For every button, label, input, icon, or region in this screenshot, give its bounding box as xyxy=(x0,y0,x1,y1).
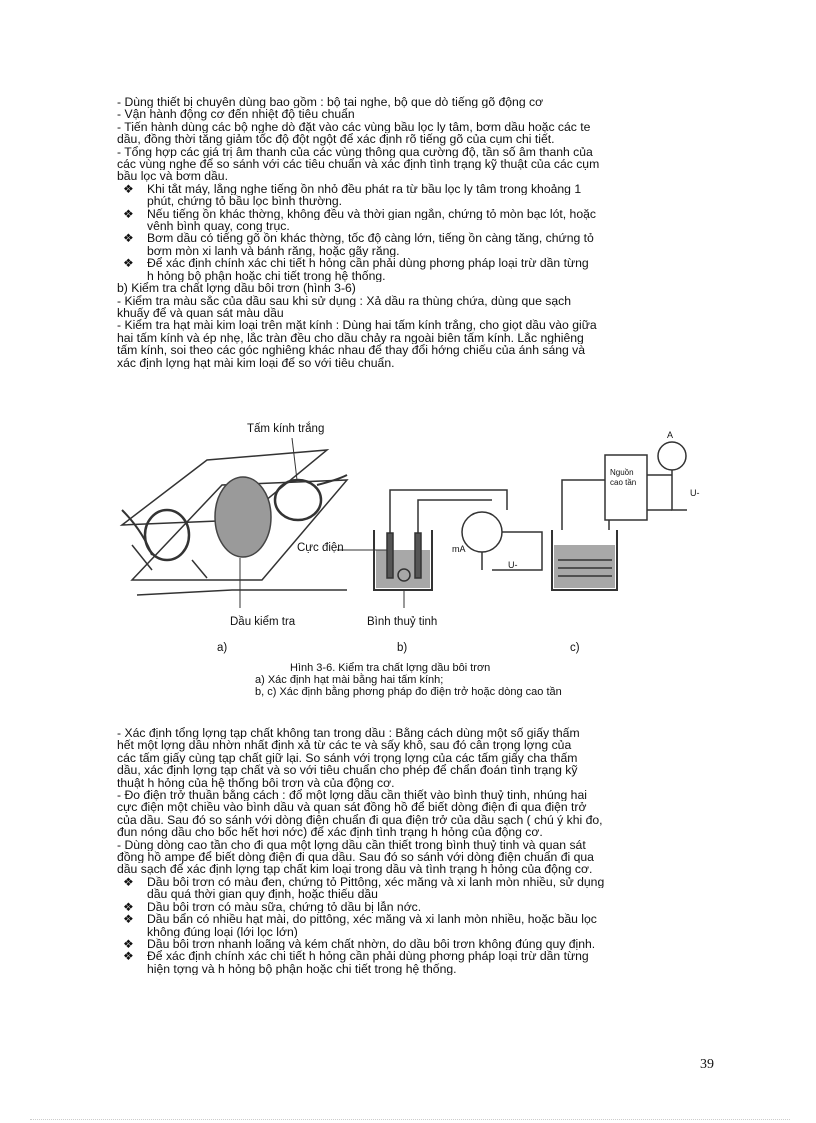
figure-caption-title: Hình 3-6. Kiểm tra chất lợng dầu bôi trơn xyxy=(290,662,491,674)
text-line: - Dùng dòng cao tần cho đi qua một lợng dầu cần thiết trong bình thuỷ tinh và quan sát xyxy=(117,838,586,852)
bullet-item xyxy=(117,913,719,938)
diamond-bullet-icon: ❖ xyxy=(123,912,134,927)
beaker-electrode-illustration xyxy=(374,490,542,590)
text-line: tấm kính, soi theo các góc nghiêng khác nhau để thay đổi hớng chiếu của ánh sáng và xyxy=(117,344,586,357)
diamond-bullet-icon: ❖ xyxy=(123,231,134,246)
bullet-line: dầu quá thời gian quy định, hoặc thiếu dầu xyxy=(147,888,378,901)
bullet-item xyxy=(117,183,719,208)
text-line: đồng hồ ampe để biết dòng điện đi qua dầu. Sau đó so sánh với dòng điện chuẩn đi qua xyxy=(117,851,594,864)
bullet-line: phút, chứng tỏ bầu lọc bình thường. xyxy=(147,195,343,208)
bullet-line: Bơm dầu có tiếng gõ ồn khác thờng, tốc độ càng lớn, tiếng ồn càng tăng, chứng tỏ xyxy=(147,232,594,245)
label-test-oil: Dầu kiểm tra xyxy=(230,616,296,628)
diamond-bullet-icon: ❖ xyxy=(123,181,134,196)
label-glass-plate: Tấm kính trắng xyxy=(247,423,325,435)
label-hf-source: Nguồn cao tần xyxy=(610,468,637,487)
diamond-bullet-icon: ❖ xyxy=(123,899,134,914)
figure-3-6 xyxy=(112,420,712,700)
text-line: - Tiến hành dùng các bộ nghe dò đặt vào các vùng bầu lọc ly tâm, bơm dầu hoặc các te xyxy=(117,120,591,134)
text-line: - Dùng thiết bị chuyên dùng bao gồm : bộ tai nghe, bộ que dò tiếng gõ động cơ xyxy=(117,96,544,109)
label-milliamp: mA xyxy=(452,544,466,554)
bullet-line: Dầu bôi trơn có màu sữa, chứng tỏ dầu bị lẫn nớc. xyxy=(147,900,422,914)
bullet-item xyxy=(117,257,719,282)
text-line: thuật h hỏng của hệ thống bôi trơn và của động cơ. xyxy=(117,776,395,790)
bullet-item xyxy=(117,901,719,913)
leader-line-glass xyxy=(292,438,297,480)
label-glass-jar: Bình thuỷ tinh xyxy=(367,616,438,628)
bullet-line: Khi tắt máy, lắng nghe tiếng ồn nhỏ đều phát ra từ bầu lọc ly tâm trong khoảng 1 xyxy=(147,182,582,196)
bullet-item xyxy=(117,938,719,950)
subfigure-b-label: b) xyxy=(397,642,408,654)
bottom-section xyxy=(117,727,719,975)
bullet-line: vênh bình quay, cong trục. xyxy=(147,220,290,233)
text-line: - Kiểm tra hạt mài kim loại trên mặt kính : Dùng hai tấm kính trắng, cho giọt dầu vào giữa xyxy=(117,319,597,332)
text-line: hết một lợng dầu nhờn nhất định xả từ các te và sấy khô, sau đó cân trọng lợng của xyxy=(117,739,572,752)
bullet-line: Để xác định chính xác chi tiết h hỏng cần phải dùng phơng pháp loại trừ dần từng xyxy=(147,257,589,270)
label-voltage-c: U- xyxy=(690,488,700,498)
text-line: của dầu. Sau đó so sánh với dòng điện chuẩn đi qua điện trở của dầu sạch ( chú ý khi đo, xyxy=(117,813,603,827)
bullet-line: không đúng loại (lới lọc lớn) xyxy=(147,925,298,938)
text-line: khuấy để và quan sát màu dầu xyxy=(117,306,284,320)
diamond-bullet-icon: ❖ xyxy=(123,936,134,951)
subfigure-a-label: a) xyxy=(217,642,228,654)
diamond-bullet-icon: ❖ xyxy=(123,874,134,889)
figure-drawing xyxy=(112,420,712,700)
oil-sample-blob xyxy=(215,477,271,557)
bullet-line: Dầu bẩn có nhiều hạt mài, do pittông, xéc măng và xi lanh mòn nhiều, hoặc bầu lọc xyxy=(147,913,597,926)
diamond-bullet-icon: ❖ xyxy=(123,256,134,271)
text-line: dầu sạch để xác định lợng tạp chất kim loại trong dầu và tình trạng h hỏng của động cơ. xyxy=(117,863,593,876)
bullet-line: Để xác định chính xác chi tiết h hỏng cần phải dùng phơng pháp loại trừ dần từng xyxy=(147,950,589,963)
diamond-bullet-icon: ❖ xyxy=(123,949,134,964)
figure-caption-a: a) Xác định hạt mài bằng hai tấm kính; xyxy=(255,674,444,686)
label-ampere: A xyxy=(667,430,674,440)
text-line: dầu, đồng thời tăng giảm tốc độ đột ngột để xác định rõ tiếng gõ của cụm chi tiết. xyxy=(117,133,555,146)
bullet-line: bơm mòn xi lanh và bánh răng, hoặc gãy răng. xyxy=(147,244,400,258)
figure-caption-bc: b, c) Xác định bằng phơng pháp đo điện trở hoặc dòng cao tần xyxy=(255,686,562,698)
text-line: - Đo điện trở thuần bằng cách : đổ một lợng dầu cần thiết vào bình thuỷ tinh, nhúng hai xyxy=(117,789,587,802)
text-line: bầu lọc và bơm dầu. xyxy=(117,170,228,183)
label-voltage-b: U- xyxy=(508,560,518,570)
footer-divider xyxy=(30,1119,790,1120)
diamond-bullet-icon: ❖ xyxy=(123,206,134,221)
text-line: dầu, xác định lợng tạp chất và so với tiêu chuẩn cho phép để chẩn đoán tình trạng kỹ xyxy=(117,764,578,777)
bullet-line: hiện tợng và h hỏng bộ phận hoặc chi tiết trong hệ thống. xyxy=(147,962,457,976)
section-heading: b) Kiểm tra chất lợng dầu bôi trơn (hình 3-6) xyxy=(117,282,356,295)
bullet-line: Dầu bôi trơn có màu đen, chứng tỏ Pittông, xéc măng và xi lanh mòn nhiều, sử dụng xyxy=(147,875,605,889)
bullet-line: Dầu bôi trơn nhanh loãng và kém chất nhờn, do dầu bôi trơn không đúng quy định. xyxy=(147,937,596,951)
top-section xyxy=(117,96,719,369)
text-line: hai tấm kính và ép nhẹ, lắc tràn đều cho dầu chảy ra ngoài biên tấm kính. Lắc nghiêng xyxy=(117,331,584,345)
page-number: 39 xyxy=(700,1057,714,1072)
bullet-item xyxy=(117,876,719,901)
bullet-line: Nếu tiếng ồn khác thờng, không đều và thời gian ngắn, chứng tỏ mòn bạc lót, hoặc xyxy=(147,207,596,221)
text-line: các tấm giấy cùng tạp chất giữ lại. So sánh với trọng lợng của các tấm giấy cha thấm xyxy=(117,751,578,765)
bullet-item xyxy=(117,208,719,233)
text-line: các vùng nghe để so sánh với các tiêu chuẩn và xác định tình trạng kỹ thuật của các cụm xyxy=(117,158,600,171)
beaker-hf-source-illustration xyxy=(552,442,687,590)
bullet-item xyxy=(117,232,719,257)
text-line: - Kiểm tra màu sắc của dầu sau khi sử dụng : Xả dầu ra thùng chứa, dùng que sạch xyxy=(117,294,571,307)
label-electrode: Cực điện xyxy=(297,542,344,554)
text-line: đun nóng dầu cho bốc hết hơi nớc) để xác định tình trạng h hỏng của động cơ. xyxy=(117,826,543,839)
subfigure-c-label: c) xyxy=(570,642,580,654)
text-line: - Vận hành động cơ đến nhiệt độ tiêu chuẩn xyxy=(117,108,355,121)
text-line: - Xác định tổng lợng tạp chất không tan trong dầu : Bằng cách dùng một số giấy thấm xyxy=(117,727,580,740)
text-line: - Tổng hợp các giá trị âm thanh của các vùng thông qua cường độ, tần số âm thanh của xyxy=(117,145,593,159)
bullet-item xyxy=(117,950,719,975)
text-line: cực điện một chiều vào bình dầu và quan sát đồng hồ để biết dòng điện đi qua điện trở xyxy=(117,801,587,814)
text-line: xác định lợng hạt mài kim loại để so với tiêu chuẩn. xyxy=(117,356,395,369)
bullet-line: h hỏng bộ phận hoặc chi tiết trong hệ thống. xyxy=(147,269,386,283)
